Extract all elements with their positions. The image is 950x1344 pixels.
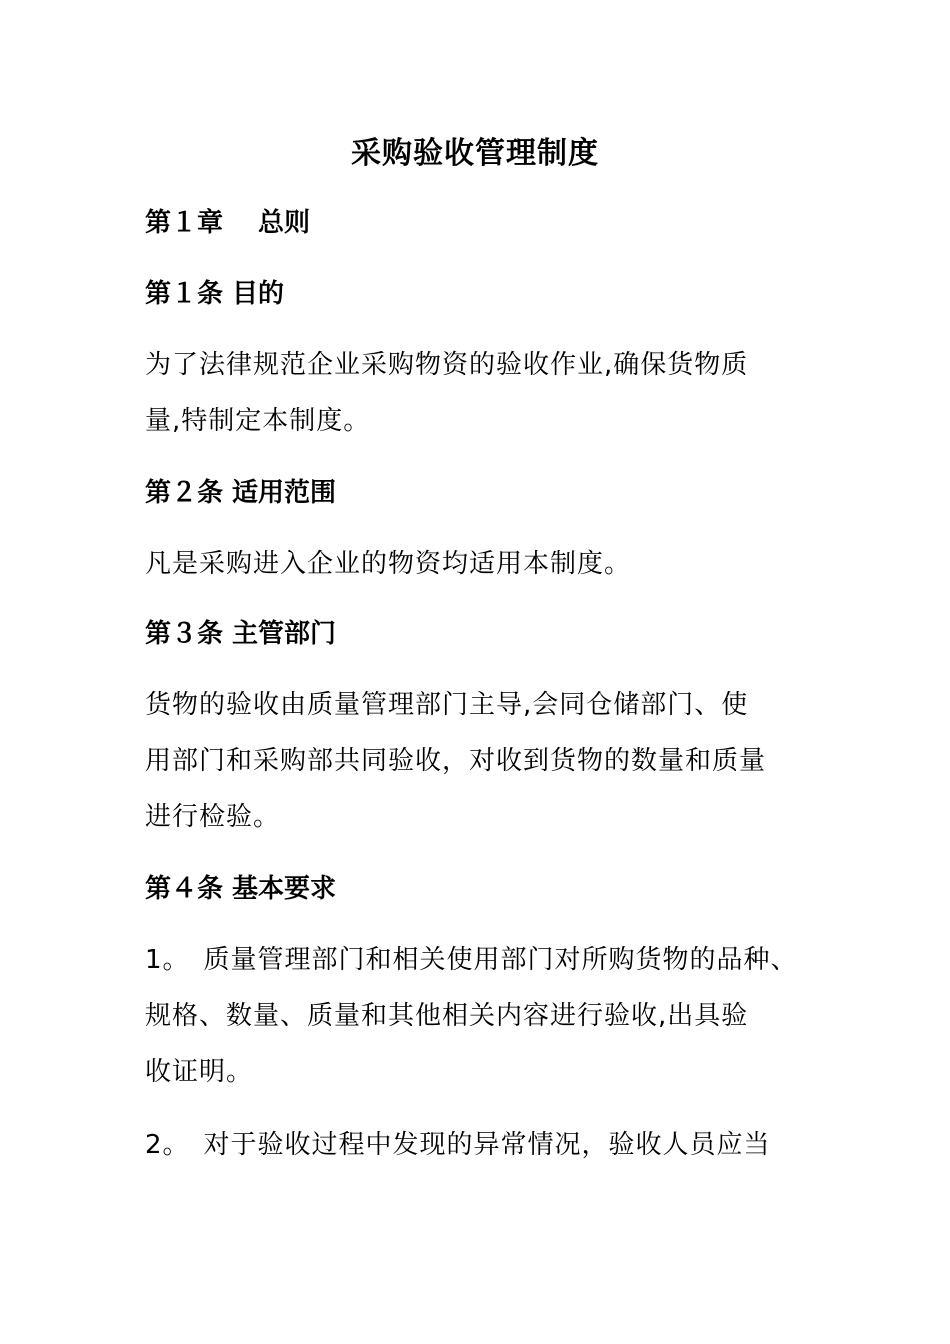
article-2-heading: 第２条 适用范围 — [145, 478, 337, 508]
article-3-line-1: 货物的验收由质量管理部门主导,会同仓储部门、使 — [145, 690, 749, 720]
article-2-body — [145, 536, 825, 592]
chapter-heading: 第１章 总则 — [145, 208, 311, 238]
item-1-line-3: 收证明。 — [145, 1057, 254, 1087]
article-2-line-1: 凡是采购进入企业的物资均适用本制度。 — [145, 549, 632, 579]
article-1-line-1: 为了法律规范企业采购物资的验收作业,确保货物质 — [145, 350, 749, 380]
article-4-item-2 — [145, 1117, 845, 1173]
item-1-line-1: 1。 质量管理部门和相关使用部门对所购货物的品种、 — [145, 945, 798, 975]
document-title: 采购验收管理制度 — [351, 136, 599, 171]
item-2-line-1: 2。 对于验收过程中发现的异常情况，验收人员应当 — [145, 1130, 771, 1160]
article-3-heading: 第３条 主管部门 — [145, 619, 337, 649]
article-1-body — [145, 337, 825, 449]
article-3-line-3: 进行检验。 — [145, 802, 281, 832]
article-4-heading: 第４条 基本要求 — [145, 874, 337, 904]
item-1-line-2: 规格、数量、质量和其他相关内容进行验收,出具验 — [145, 1001, 749, 1031]
article-4-item-1 — [145, 932, 845, 1100]
article-3-body — [145, 677, 825, 845]
article-3-line-2: 用部门和采购部共同验收，对收到货物的数量和质量 — [145, 746, 767, 776]
article-1-line-2: 量,特制定本制度。 — [145, 406, 371, 436]
article-1-heading: 第１条 目的 — [145, 279, 285, 309]
